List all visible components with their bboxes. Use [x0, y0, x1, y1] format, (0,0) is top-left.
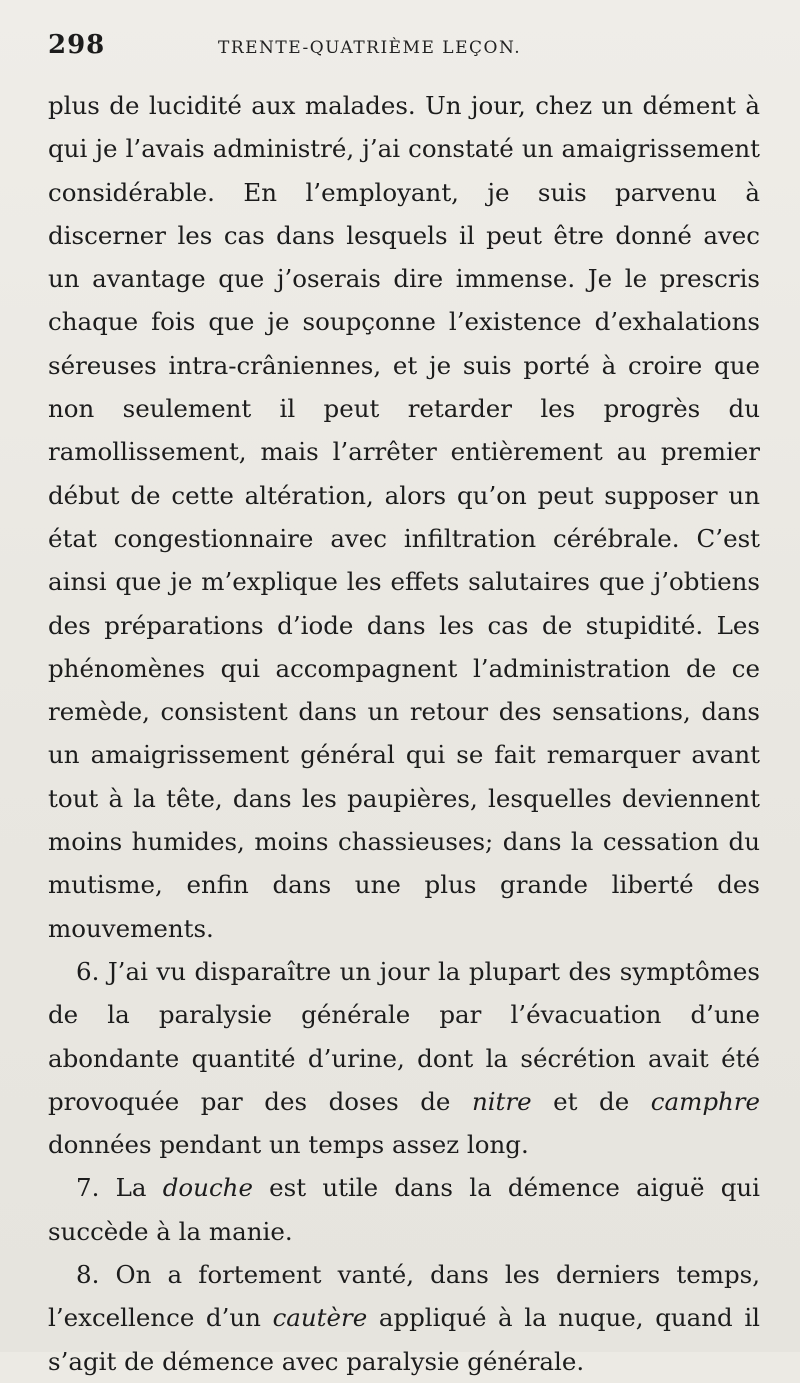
body-text — [48, 84, 760, 1383]
paragraph-7 — [48, 1166, 760, 1253]
paragraph-text: appliqué à la nuque, quand il s’agit de démence avec paralysie générale. — [48, 1303, 760, 1376]
running-head: TRENTE-QUATRIÈME LEÇON. — [218, 38, 522, 58]
paragraph-text: est utile dans la démence aiguë qui succède à la manie. — [48, 1173, 761, 1246]
paragraph-text: données pendant un temps assez long. — [48, 1130, 529, 1160]
paragraph-continuation — [48, 84, 760, 950]
italic-term-douche: douche — [162, 1173, 253, 1203]
page-number: 298 — [48, 30, 106, 60]
paragraph-text: 8. On a fortement vanté, dans les derniers temps, l’excellence d’un — [48, 1260, 760, 1333]
italic-term-nitre: nitre — [471, 1086, 532, 1116]
paragraph-text: et de — [531, 1086, 651, 1116]
paragraph-8 — [48, 1253, 760, 1383]
italic-term-camphre: camphre — [650, 1086, 761, 1116]
paragraph-text: 6. J’ai vu disparaître un jour la plupart des symptômes de la paralysie générale par l’évacuation d’une abondante quantité d’urine, dont la sécrétion avait été provoquée par des doses de — [48, 956, 760, 1116]
paragraph-text: plus de lucidité aux malades. Un jour, chez un dément à qui je l’avais administré, j’ai constaté un amaigrissement considérable. En l’employant, je suis parvenu à discerner les cas dans lesquels il peut être donné avec un avantage que j’oserais dire immense. Je le prescris chaque fois que je soupçonne l’existence d’exhalations séreuses intra-crâniennes, et je suis porté à croire que non seulement il peut retarder les progrès du ramollissement, mais l’arrêter entièrement au premier début de cette altération, alors qu’on peut supposer un état congestionnaire avec infiltration cérébrale. C’est ainsi que je m’explique les effets salutaires que j’obtiens des préparations d’iode dans les cas de stupidité. Les phénomènes qui accompagnent l’administration de ce remède, consistent dans un retour des sensations, dans un amaigrissement général qui se fait remarquer avant tout à la tête, dans les paupières, lesquelles deviennent moins humides, moins chassieuses; dans la cessation du mutisme, enfin dans une plus grande liberté des mouvements. — [48, 91, 760, 943]
paragraph-text: 7. La — [76, 1173, 163, 1203]
page-header — [48, 30, 760, 74]
italic-term-cautere: cautère — [272, 1303, 368, 1333]
paragraph-6 — [48, 950, 760, 1166]
